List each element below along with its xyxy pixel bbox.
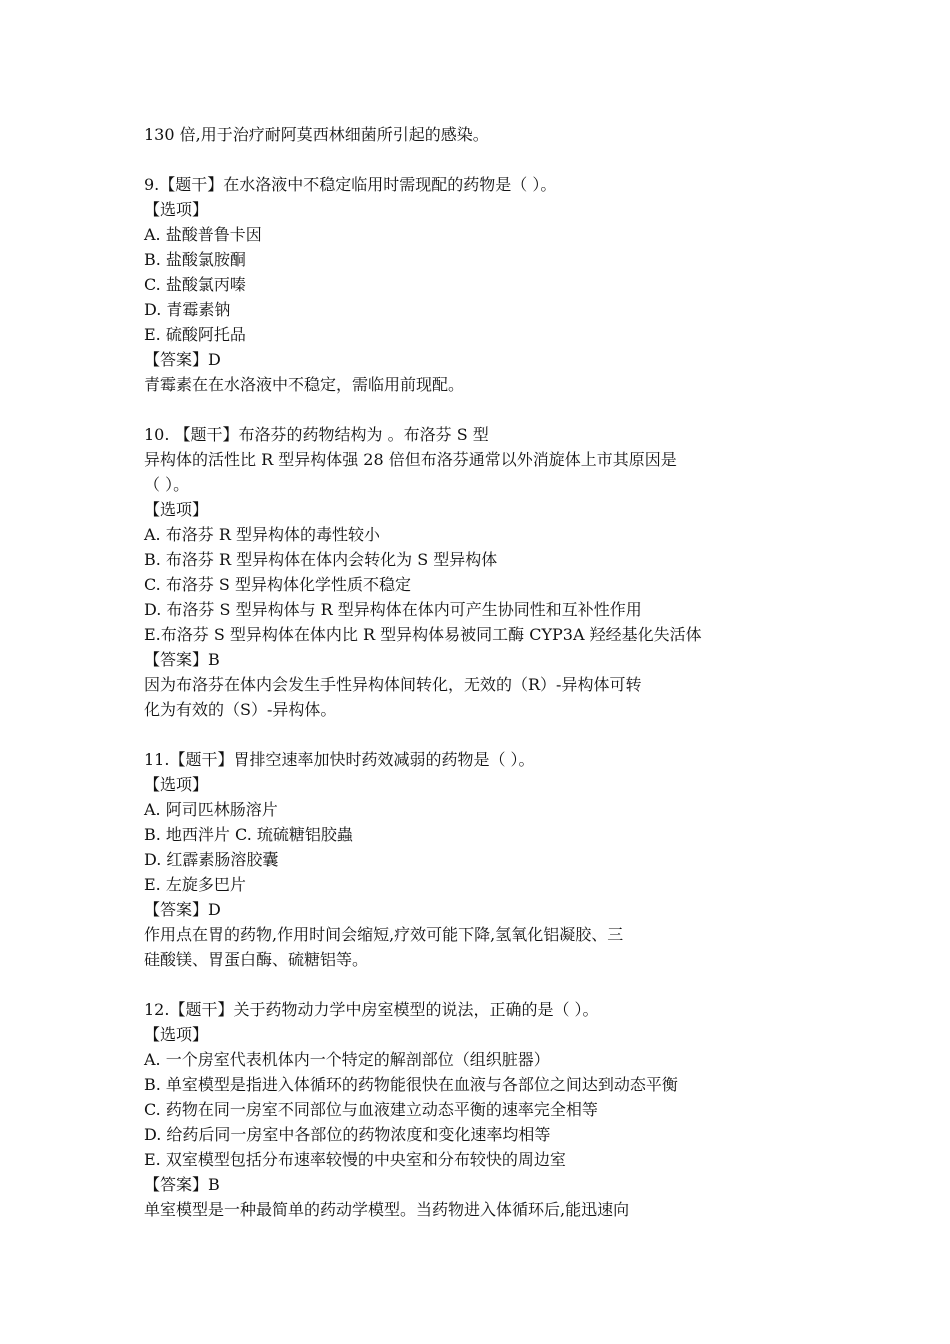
spacer	[144, 972, 824, 997]
option-c: C. 布洛芬 S 型异构体化学性质不稳定	[144, 575, 411, 594]
options-label: 【选项】	[144, 200, 209, 219]
option-a: A. 阿司匹林肠溶片	[144, 800, 278, 819]
option-a: A. 一个房室代表机体内一个特定的解剖部位（组织脏器）	[144, 1050, 550, 1069]
question-9	[144, 172, 824, 397]
option-c: C. 盐酸氯丙嗪	[144, 275, 246, 294]
question-stem-cont: 异构体的活性比 R 型异构体强 28 倍但布洛芬通常以外消旋体上市其原因是	[144, 450, 677, 469]
question-stem: 10. 【题干】布洛芬的药物结构为 。布洛芬 S 型	[144, 425, 489, 444]
option-c: C. 药物在同一房室不同部位与血液建立动态平衡的速率完全相等	[144, 1100, 598, 1119]
option-d: D. 红霹素肠溶胶囊	[144, 850, 279, 869]
question-stem: 9.【题干】在水洛液中不稳定临用时需现配的药物是（ ）。	[144, 175, 557, 194]
options-label: 【选项】	[144, 1025, 209, 1044]
option-a: A. 布洛芬 R 型异构体的毒性较小	[144, 525, 380, 544]
answer: 【答案】B	[144, 650, 220, 669]
question-12	[144, 997, 824, 1222]
option-b: B. 布洛芬 R 型异构体在体内会转化为 S 型异构体	[144, 550, 498, 569]
answer: 【答案】B	[144, 1175, 220, 1194]
question-stem: 11.【题干】胃排空速率加快时药效减弱的药物是（ ）。	[144, 750, 535, 769]
options-label: 【选项】	[144, 500, 209, 519]
question-10	[144, 422, 824, 722]
option-d: D. 布洛芬 S 型异构体与 R 型异构体在体内可产生协同性和互补性作用	[144, 600, 642, 619]
option-e: E.布洛芬 S 型异构体在体内比 R 型异构体易被同工酶 CYP3A 羟经基化失活体	[144, 625, 702, 644]
question-stem-cont: （ ）。	[144, 475, 190, 494]
option-b-c: B. 地西泮片 C. 琉硫糖铝胶蟲	[144, 825, 353, 844]
explanation-line: 因为布洛芬在体内会发生手性异构体间转化，无效的（R）-异构体可转	[144, 675, 642, 694]
explanation-line: 作用点在胃的药物,作用时间会缩短,疗效可能下降,氢氧化铝凝胶、三	[144, 925, 624, 944]
options-label: 【选项】	[144, 775, 209, 794]
question-11	[144, 747, 824, 972]
spacer	[144, 147, 824, 172]
spacer	[144, 397, 824, 422]
explanation-line: 化为有效的（S）-异构体。	[144, 700, 337, 719]
question-stem: 12.【题干】关于药物动力学中房室模型的说法，正确的是（ ）。	[144, 1000, 599, 1019]
option-b: B. 盐酸氯胺酮	[144, 250, 246, 269]
answer: 【答案】D	[144, 900, 221, 919]
option-e: E. 双室模型包括分布速率较慢的中央室和分布较快的周边室	[144, 1150, 566, 1169]
explanation-line: 青霉素在在水洛液中不稳定，需临用前现配。	[144, 375, 465, 394]
option-e: E. 左旋多巴片	[144, 875, 246, 894]
option-e: E. 硫酸阿托品	[144, 325, 246, 344]
explanation-line: 单室模型是一种最简单的药动学模型。当药物进入体循环后,能迅速向	[144, 1200, 630, 1219]
option-d: D. 青霉素钠	[144, 300, 231, 319]
intro-line: 130 倍,用于治疗耐阿莫西林细菌所引起的感染。	[144, 125, 489, 144]
spacer	[144, 722, 824, 747]
answer: 【答案】D	[144, 350, 221, 369]
document-page	[144, 122, 824, 1222]
explanation-line: 硅酸镁、胃蛋白酶、硫糖铝等。	[144, 950, 369, 969]
option-d: D. 给药后同一房室中各部位的药物浓度和变化速率均相等	[144, 1125, 551, 1144]
option-a: A. 盐酸普鲁卡因	[144, 225, 262, 244]
option-b: B. 单室模型是指进入体循环的药物能很快在血液与各部位之间达到动态平衡	[144, 1075, 678, 1094]
